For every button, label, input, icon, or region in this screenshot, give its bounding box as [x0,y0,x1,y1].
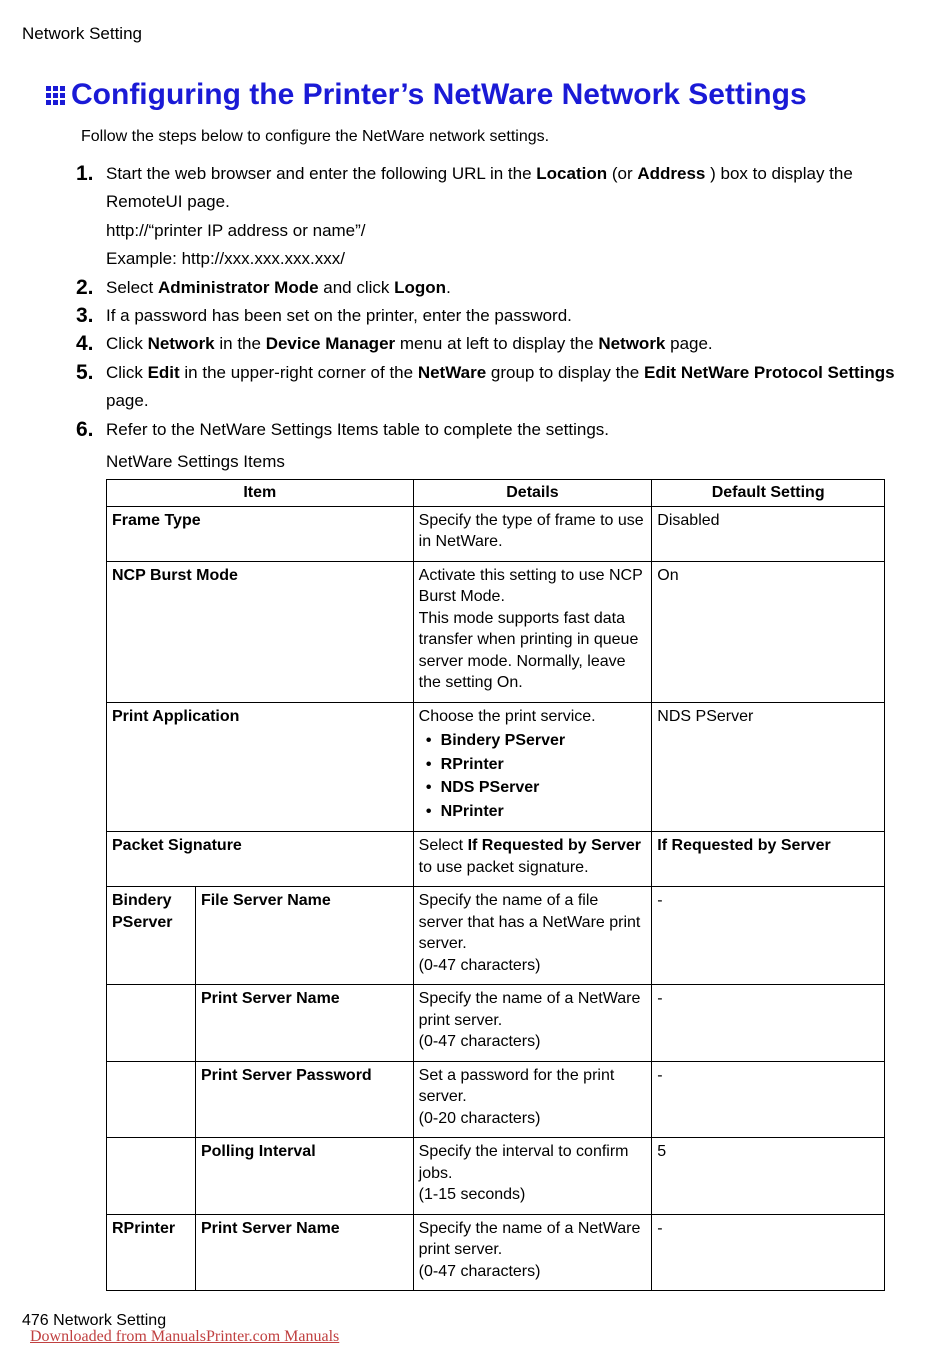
step-text [106,359,896,416]
table-row [107,561,885,702]
step-bold-text: Logon [394,277,447,297]
default-cell: - [652,887,885,985]
default-cell: - [652,1061,885,1138]
details-cell [413,702,652,832]
step-line [106,245,896,273]
group-cell [107,985,196,1062]
step-item [76,330,896,358]
step-plain-text: and click [318,277,395,297]
step-item [76,160,896,274]
step-bold-text: Location [536,164,608,183]
step-number: 4. [76,332,94,356]
step-bold-text: Address [637,164,706,183]
details-text: (0-20 characters) [418,1109,541,1127]
details-cell [413,1061,652,1138]
details-cell [413,561,652,702]
details-cell [413,832,652,887]
step-plain-text: in the upper-right corner of the [179,362,418,382]
item-cell: Print Application [107,702,414,832]
table-row [107,832,885,887]
step-bold-text: Network [147,334,215,354]
details-bold: If Requested by Server [467,837,641,855]
details-text: Select [418,837,468,855]
step-plain-text: page. [106,391,149,411]
group-cell: Bindery PServer [107,887,196,985]
item-cell: File Server Name [195,887,413,985]
footer-section: Network Setting [53,1312,167,1329]
option-item: • RPrinter [419,753,647,777]
details-text: Specify the name of a file server that has a NetWare print server. [418,892,641,953]
group-cell [107,1061,196,1138]
step-bold-text: NetWare [417,362,487,382]
settings-table [106,479,885,1291]
table-row [107,887,885,985]
step-line [106,274,896,302]
item-cell: Frame Type [107,506,414,561]
item-cell: Packet Signature [107,832,414,887]
step-bold-text: Network [598,334,666,354]
step-plain-text: menu at left to display the [395,334,599,354]
step-plain-text: . [446,277,451,297]
details-cell [413,887,652,985]
item-cell: Print Server Name [195,985,413,1062]
details-text: Specify the type of frame to use in NetWare. [418,511,644,550]
section-title-text: Configuring the Printer’s NetWare Network Settings [71,78,807,111]
table-row [107,1138,885,1215]
item-cell: Print Server Password [195,1061,413,1138]
details-text: Specify the interval to confirm jobs. [418,1143,629,1182]
details-text: (0-47 characters) [418,1262,541,1280]
group-cell [107,1138,196,1215]
default-cell: Disabled [652,506,885,561]
step-plain-text: Start the web browser and enter the following URL in the [106,164,537,183]
details-text: Specify the name of a NetWare print server. [418,1219,641,1259]
default-cell: NDS PServer [652,702,885,832]
table-caption: NetWare Settings Items [106,452,285,471]
table-row [107,985,885,1062]
step-plain-text: Example: http://xxx.xxx.xxx.xxx/ [106,249,346,269]
details-text: (1-15 seconds) [418,1186,526,1204]
details-cell [413,1138,652,1215]
step-plain-text: (or [607,164,638,183]
step-line [106,416,896,444]
option-item: • NDS PServer [419,776,647,800]
header-item: Item [107,480,414,507]
step-plain-text: Click [106,334,148,354]
step-text [106,416,896,444]
step-line [106,217,896,245]
step-item [76,274,896,302]
step-item [76,359,896,416]
details-text: (0-47 characters) [418,1033,541,1051]
step-line [106,160,896,217]
step-text [106,330,896,358]
page-number: 476 [22,1312,49,1329]
details-text: This mode supports fast data transfer when printing in queue server mode. Normally, leave the setting On. [418,609,639,691]
option-list [419,729,647,823]
step-text [106,160,896,274]
step-number: 1. [76,162,94,185]
details-cell [413,985,652,1062]
default-cell: If Requested by Server [652,832,885,887]
running-header: Network Setting [22,24,142,43]
default-cell: - [652,1214,885,1291]
step-line [106,302,896,330]
section-title [46,78,807,112]
step-plain-text: Click [106,362,148,382]
step-plain-text: page. [665,334,713,354]
table-header-row [107,480,885,507]
item-cell: NCP Burst Mode [107,561,414,702]
option-item: • Bindery PServer [419,729,647,753]
step-plain-text: in the [214,334,266,354]
step-line [106,359,896,416]
step-bold-text: Edit NetWare Protocol Settings [643,362,895,382]
default-cell: 5 [652,1138,885,1215]
item-cell: Polling Interval [195,1138,413,1215]
header-default: Default Setting [652,480,885,507]
table-row [107,506,885,561]
default-cell: - [652,985,885,1062]
step-plain-text: ) box to display the RemoteUI page. [106,164,853,212]
step-bold-text: Device Manager [265,334,396,354]
step-line [106,330,896,358]
group-cell: RPrinter [107,1214,196,1291]
grid-icon [46,86,65,105]
details-text: (0-47 characters) [418,956,541,974]
download-link[interactable]: Downloaded from ManualsPrinter.com Manuals [30,1328,340,1345]
steps-list [76,160,896,444]
step-plain-text: Select [106,277,158,297]
details-text: Specify the name of a NetWare print server. [418,990,641,1029]
step-plain-text: http://“printer IP address or name”/ [106,220,366,240]
table-row [107,702,885,832]
details-text: Set a password for the print server. [418,1066,615,1106]
step-bold-text: Edit [147,362,180,382]
step-number: 6. [76,417,94,441]
option-item: • NPrinter [419,800,647,824]
step-plain-text: group to display the [486,362,644,382]
table-row [107,1061,885,1138]
details-cell [413,506,652,561]
intro-text: Follow the steps below to configure the NetWare network settings. [81,128,550,145]
step-plain-text: If a password has been set on the printer, enter the password. [106,306,572,326]
details-text: Choose the print service. [418,707,596,725]
details-cell [413,1214,652,1291]
header-details: Details [413,480,652,507]
step-number: 5. [76,360,94,384]
step-item [76,302,896,330]
details-text: Activate this setting to use NCP Burst Mode. [418,566,643,605]
step-text [106,302,896,330]
details-text: to use packet signature. [418,858,589,876]
item-cell: Print Server Name [195,1214,413,1291]
step-text [106,274,896,302]
step-bold-text: Administrator Mode [157,277,319,297]
table-row [107,1214,885,1291]
step-plain-text: Refer to the NetWare Settings Items table to complete the settings. [106,419,610,439]
step-item [76,416,896,444]
step-number: 3. [76,304,94,328]
default-cell: On [652,561,885,702]
step-number: 2. [76,275,94,299]
